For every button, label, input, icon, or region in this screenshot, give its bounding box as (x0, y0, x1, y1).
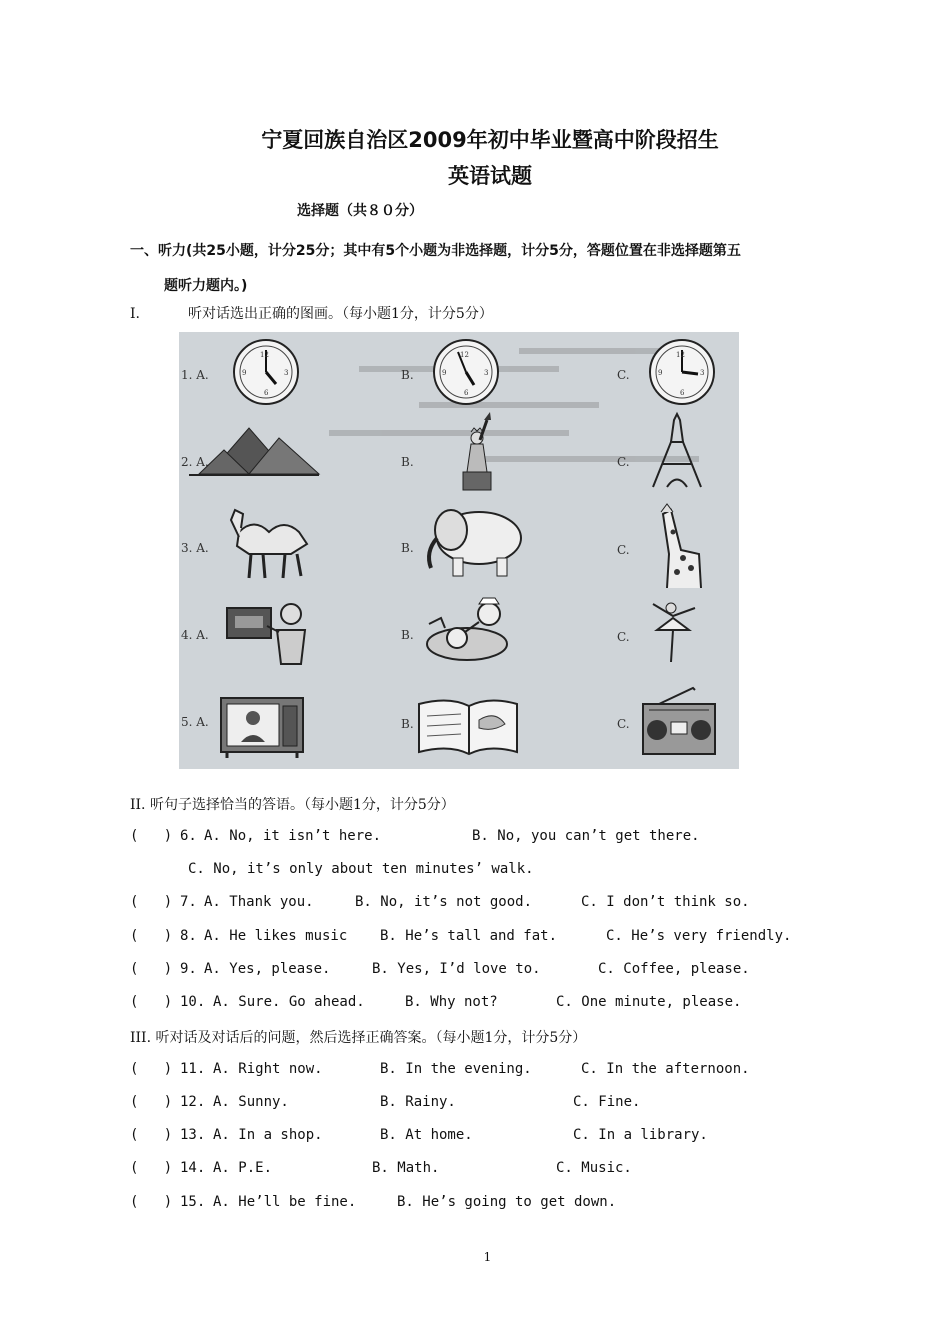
statue-of-liberty-icon (463, 412, 491, 490)
q14-option-c: C. Music. (556, 1160, 632, 1176)
svg-text:9: 9 (658, 369, 663, 377)
answer-blank-9[interactable]: ( ) (130, 961, 173, 977)
giraffe-icon (661, 504, 701, 588)
answer-blank-14[interactable]: ( ) (130, 1160, 173, 1176)
q6-option-a: A. No, it isn’t here. (204, 828, 382, 844)
row1-label-b: B. (401, 368, 414, 382)
q15-option-a: A. He’ll be fine. (213, 1194, 357, 1210)
q8-number: 8. (180, 928, 197, 944)
row2-label-a: 2. A. (181, 455, 209, 469)
section-iii-heading: III. 听对话及对话后的问题，然后选择正确答案。（每小题1分，计分5分） (130, 1030, 587, 1046)
svg-text:6: 6 (264, 389, 269, 397)
q12-number: 12. (180, 1094, 206, 1110)
row4-label-a: 4. A. (181, 628, 209, 642)
ballet-dancer-icon (653, 603, 695, 662)
q10-option-c: C. One minute, please. (556, 994, 742, 1010)
q13-option-b: B. At home. (380, 1127, 473, 1143)
svg-text:3: 3 (484, 369, 489, 377)
elephant-icon (429, 510, 521, 576)
camel-icon (231, 510, 307, 578)
q7-option-c: C. I don’t think so. (581, 894, 750, 910)
svg-text:3: 3 (700, 369, 705, 377)
q7-number: 7. (180, 894, 197, 910)
q11-number: 11. (180, 1061, 206, 1077)
q12-option-a: A. Sunny. (213, 1094, 289, 1110)
q11-option-a: A. Right now. (213, 1061, 323, 1077)
doctor-icon (427, 598, 507, 660)
q11-option-c: C. In the afternoon. (581, 1061, 750, 1077)
q13-number: 13. (180, 1127, 206, 1143)
svg-text:6: 6 (680, 389, 685, 397)
row5-label-a: 5. A. (181, 715, 209, 729)
q10-option-a: A. Sure. Go ahead. (213, 994, 365, 1010)
svg-text:9: 9 (242, 369, 247, 377)
q7-option-b: B. No, it’s not good. (355, 894, 533, 910)
svg-text:12: 12 (460, 351, 469, 359)
television-icon (221, 698, 303, 758)
exam-subtitle: 英语试题 (448, 164, 532, 188)
row1-label-a: 1. A. (181, 368, 209, 382)
row3-label-c: C. (617, 543, 630, 557)
q10-option-b: B. Why not? (405, 994, 498, 1010)
row3-label-b: B. (401, 541, 414, 555)
q9-option-a: A. Yes, please. (204, 961, 331, 977)
q9-option-b: B. Yes, I’d love to. (372, 961, 541, 977)
answer-blank-11[interactable]: ( ) (130, 1061, 173, 1077)
q6-number: 6. (180, 828, 197, 844)
answer-blank-15[interactable]: ( ) (130, 1194, 173, 1210)
answer-blank-12[interactable]: ( ) (130, 1094, 173, 1110)
q14-option-a: A. P.E. (213, 1160, 273, 1176)
clock-icon (650, 340, 714, 404)
row1-label-c: C. (617, 368, 630, 382)
eiffel-tower-icon (653, 414, 701, 487)
answer-blank-10[interactable]: ( ) (130, 994, 173, 1010)
clock-icon (234, 340, 298, 404)
q10-number: 10. (180, 994, 206, 1010)
section-listening-line2: 题听力题内。) (164, 278, 248, 294)
row4-label-c: C. (617, 630, 630, 644)
q14-option-b: B. Math. (372, 1160, 440, 1176)
row2-label-c: C. (617, 455, 630, 469)
section-listening-heading (130, 234, 870, 304)
q12-option-b: B. Rainy. (380, 1094, 456, 1110)
q14-number: 14. (180, 1160, 206, 1176)
section-i-heading (130, 303, 493, 323)
row3-label-a: 3. A. (181, 541, 209, 555)
section-ii-heading: II. 听句子选择恰当的答语。（每小题1分，计分5分） (130, 797, 455, 813)
q8-option-c: C. He’s very friendly. (606, 928, 792, 944)
svg-text:9: 9 (442, 369, 447, 377)
part-heading: 选择题（共８０分） (297, 203, 423, 219)
clock-icon (434, 340, 498, 404)
section-i-number: I. (130, 306, 140, 322)
book-icon (419, 700, 517, 754)
section-listening-line1: 一、听力(共25小题，计分25分；其中有5个小题为非选择题，计分5分，答题位置在非选择题第五 (130, 243, 741, 259)
q9-number: 9. (180, 961, 197, 977)
q6-option-c: C. No, it’s only about ten minutes’ walk. (188, 861, 534, 877)
answer-blank-7[interactable]: ( ) (130, 894, 173, 910)
q6-option-b: B. No, you can’t get there. (472, 828, 700, 844)
q12-option-c: C. Fine. (573, 1094, 641, 1110)
row4-label-b: B. (401, 628, 414, 642)
q13-option-a: A. In a shop. (213, 1127, 323, 1143)
answer-blank-13[interactable]: ( ) (130, 1127, 173, 1143)
q7-option-a: A. Thank you. (204, 894, 314, 910)
row5-label-b: B. (401, 717, 414, 731)
teacher-icon (227, 604, 305, 664)
svg-text:12: 12 (676, 351, 685, 359)
exam-title: 宁夏回族自治区2009年初中毕业暨高中阶段招生 (261, 128, 719, 152)
svg-text:6: 6 (464, 389, 469, 397)
q15-number: 15. (180, 1194, 206, 1210)
q13-option-c: C. In a library. (573, 1127, 708, 1143)
section-i-text: 听对话选出正确的图画。（每小题1分，计分5分） (188, 306, 493, 322)
row2-label-b: B. (401, 455, 414, 469)
q8-option-b: B. He’s tall and fat. (380, 928, 558, 944)
answer-blank-6[interactable]: ( ) (130, 828, 173, 844)
picture-sheet (179, 332, 739, 769)
svg-text:12: 12 (260, 351, 269, 359)
q8-option-a: A. He likes music (204, 928, 348, 944)
bleed-through-marks (329, 348, 699, 462)
page-number: 1 (483, 1250, 492, 1264)
q11-option-b: B. In the evening. (380, 1061, 532, 1077)
q9-option-c: C. Coffee, please. (598, 961, 750, 977)
answer-blank-8[interactable]: ( ) (130, 928, 173, 944)
radio-icon (643, 688, 715, 754)
pyramids-icon (189, 428, 319, 475)
q15-option-b: B. He’s going to get down. (397, 1194, 617, 1210)
row5-label-c: C. (617, 717, 630, 731)
svg-text:3: 3 (284, 369, 289, 377)
